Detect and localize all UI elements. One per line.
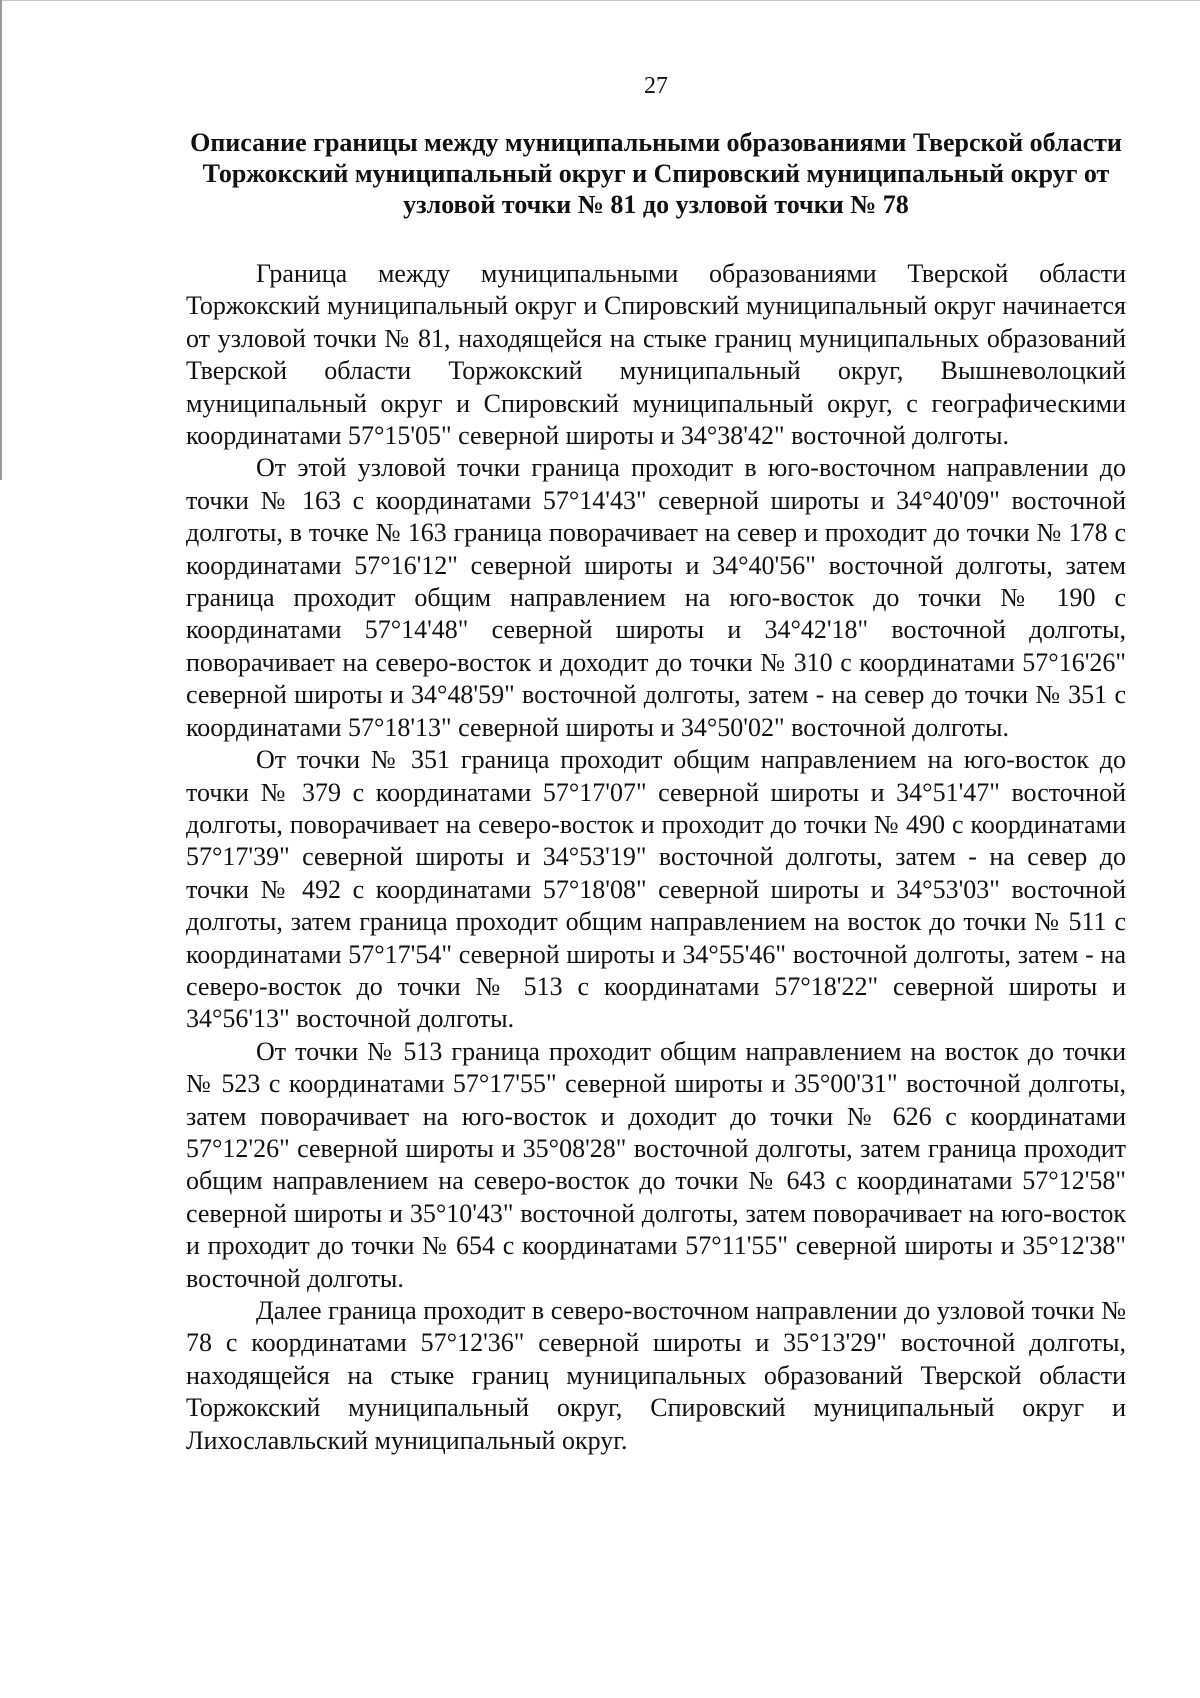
document-body bbox=[186, 258, 1126, 1457]
scan-top-edge bbox=[0, 0, 1200, 1]
page-number: 27 bbox=[644, 73, 668, 99]
body-paragraph: От точки № 513 граница проходит общим направлением на восток до точки № 523 с координатами 57°17'55" северной широты и 35°00'31" восточной долготы, затем поворачивает на юго-восток и доходит до точки № 626 с координатами 57°12'26" северной широты и 35°08'28" восточной долготы, затем граница проходит общим направлением на северо-восток до точки № 643 с координатами 57°12'58" северной широты и 35°10'43" восточной долготы, затем поворачивает на юго-восток и проходит до точки № 654 с координатами 57°11'55" северной широты и 35°12'38" восточной долготы. bbox=[186, 1036, 1126, 1293]
body-paragraph: Граница между муниципальными образованиями Тверской области Торжокский муниципальный округ и Спировский муниципальный округ начинается от узловой точки № 81, находящейся на стыке границ муниципальных образований Тверской области Торжокский муниципальный округ, Вышневолоцкий муниципальный округ и Спировский муниципальный округ, с географическими координатами 57°15'05" северной широты и 34°38'42" восточной долготы. bbox=[186, 259, 1126, 451]
body-paragraph: Далее граница проходит в северо-восточном направлении до узловой точки № 78 с координатами 57°12'36" северной широты и 35°13'29" восточной долготы, находящейся на стыке границ муниципальных образований Тверской области Торжокский муниципальный округ, Спировский муниципальный округ и Лихославльский муниципальный округ. bbox=[186, 1296, 1126, 1455]
document-title: Описание границы между муниципальными образованиями Тверской области Торжокский муниципальный округ и Спировский муниципальный округ от узловой точки № 81 до узловой точки № 78 bbox=[190, 128, 1122, 219]
body-paragraph: От этой узловой точки граница проходит в юго-восточном направлении до точки № 163 с координатами 57°14'43" северной широты и 34°40'09" восточной долготы, в точке № 163 граница поворачивает на север и проходит до точки № 178 с координатами 57°16'12" северной широты и 34°40'56" восточной долготы, затем граница проходит общим направлением на юго-восток до точки № 190 с координатами 57°14'48" северной широты и 34°42'18" восточной долготы, поворачивает на северо-восток и доходит до точки № 310 с координатами 57°16'26" северной широты и 34°48'59" восточной долготы, затем - на север до точки № 351 с координатами 57°18'13" северной широты и 34°50'02" восточной долготы. bbox=[186, 453, 1126, 742]
body-paragraph: От точки № 351 граница проходит общим направлением на юго-восток до точки № 379 с координатами 57°17'07" северной широты и 34°51'47" восточной долготы, поворачивает на северо-восток и проходит до точки № 490 с координатами 57°17'39" северной широты и 34°53'19" восточной долготы, затем - на север до точки № 492 с координатами 57°18'08" северной широты и 34°53'03" восточной долготы, затем граница проходит общим направлением на восток до точки № 511 с координатами 57°17'54" северной широты и 34°55'46" восточной долготы, затем - на северо-восток до точки № 513 с координатами 57°18'22" северной широты и 34°56'13" восточной долготы. bbox=[186, 745, 1126, 1034]
